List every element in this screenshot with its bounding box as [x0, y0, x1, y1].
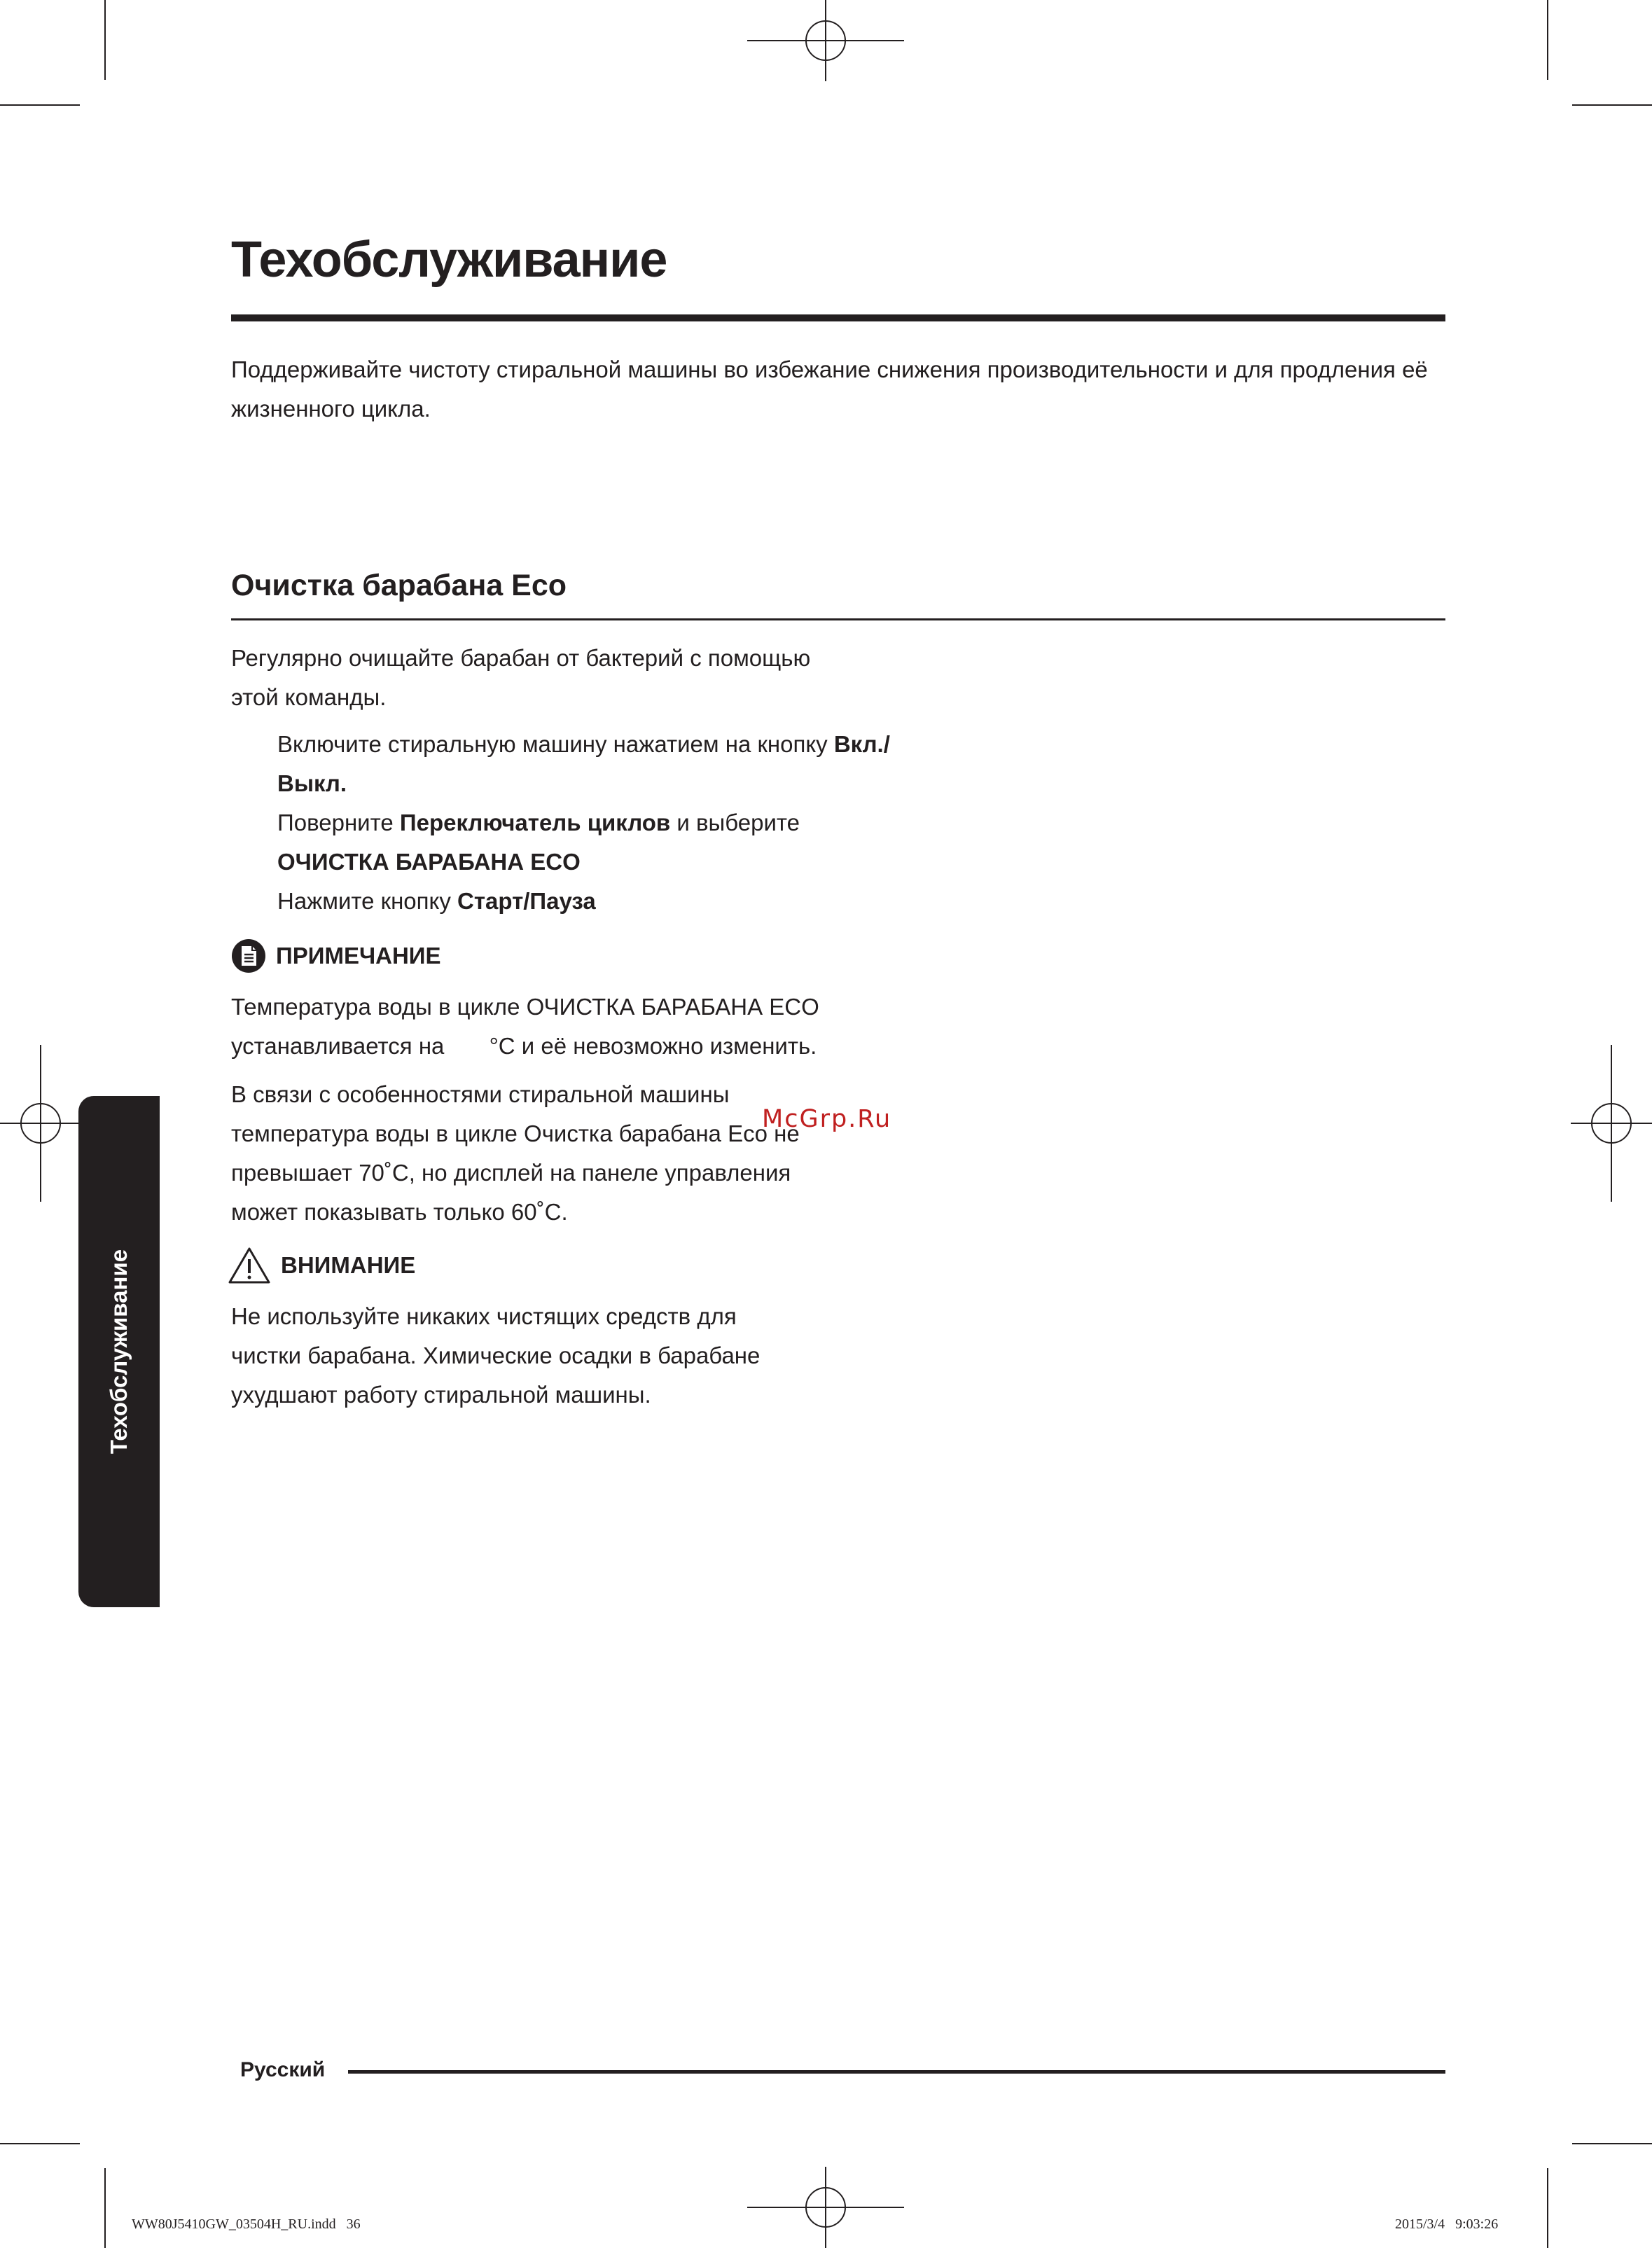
slug-filename: WW80J5410GW_03504H_RU.indd 36 — [132, 2216, 361, 2232]
side-tab-label-wrap — [78, 1096, 160, 1607]
crop-mark — [1572, 104, 1652, 106]
section-rule — [231, 618, 1445, 620]
section-title: Очистка барабана Eco — [231, 569, 567, 602]
crop-mark — [1572, 2143, 1652, 2144]
registration-mark-icon — [1495, 1045, 1652, 1202]
footer-language: Русский — [240, 2058, 326, 2081]
side-tab-label: Техобслуживание — [106, 1249, 132, 1455]
page-title: Техобслуживание — [231, 232, 667, 288]
cycle-name: ОЧИСТКА БАРАБАНА ECO — [277, 849, 581, 875]
intro-paragraph: Поддерживайте чистоту стиральной машины во избежание снижения производительности и для продления её жизненного цикла. — [231, 356, 1428, 422]
registration-mark-icon — [747, 2091, 904, 2248]
steps-list — [277, 725, 908, 921]
footer-rule — [348, 2070, 1445, 2074]
crop-mark — [0, 2143, 80, 2144]
caution-heading — [228, 1247, 415, 1284]
crop-mark — [0, 104, 80, 106]
step-item: Нажмите кнопку Старт/Пауза — [277, 888, 596, 914]
crop-mark — [104, 0, 106, 80]
note-heading — [231, 938, 441, 973]
section-lead: Регулярно очищайте барабан от бактерий с помощью этой команды. — [231, 645, 811, 710]
note-paragraph: В связи с особенностями стиральной машины температура воды в цикле Очистка барабана Eco не превышает 70˚C, но дисплей на панеле управления может показывать только 60˚C. — [231, 1081, 800, 1225]
note-label: ПРИМЕЧАНИЕ — [276, 943, 441, 969]
step-item: Поверните Переключатель циклов и выберите ОЧИСТКА БАРАБАНА ECO — [277, 810, 800, 875]
caution-paragraph: Не используйте никаких чистящих средств для чистки барабана. Химические осадки в барабане ухудшают работу стиральной машины. — [231, 1303, 761, 1408]
crop-mark — [104, 2168, 106, 2248]
control-name: Переключатель циклов — [399, 810, 671, 835]
title-rule — [231, 314, 1445, 321]
registration-mark-icon — [747, 0, 904, 157]
note-paragraph: Температура воды в цикле ОЧИСТКА БАРАБАНА ECO устанавливается на °C и её невозможно изменить. — [231, 994, 819, 1059]
warning-triangle-icon — [228, 1247, 271, 1284]
step-item: Включите стиральную машину нажатием на кнопку Вкл./Выкл. — [277, 731, 890, 796]
crop-mark — [1547, 0, 1548, 80]
button-name: Вкл./Выкл. — [277, 731, 890, 796]
button-name: Старт/Пауза — [457, 888, 596, 914]
caution-label: ВНИМАНИЕ — [281, 1252, 416, 1278]
note-icon — [231, 938, 266, 973]
slug-datetime: 2015/3/4 9:03:26 — [1395, 2216, 1499, 2232]
watermark-text: McGrp.Ru — [762, 1105, 892, 1133]
crop-mark — [1547, 2168, 1548, 2248]
